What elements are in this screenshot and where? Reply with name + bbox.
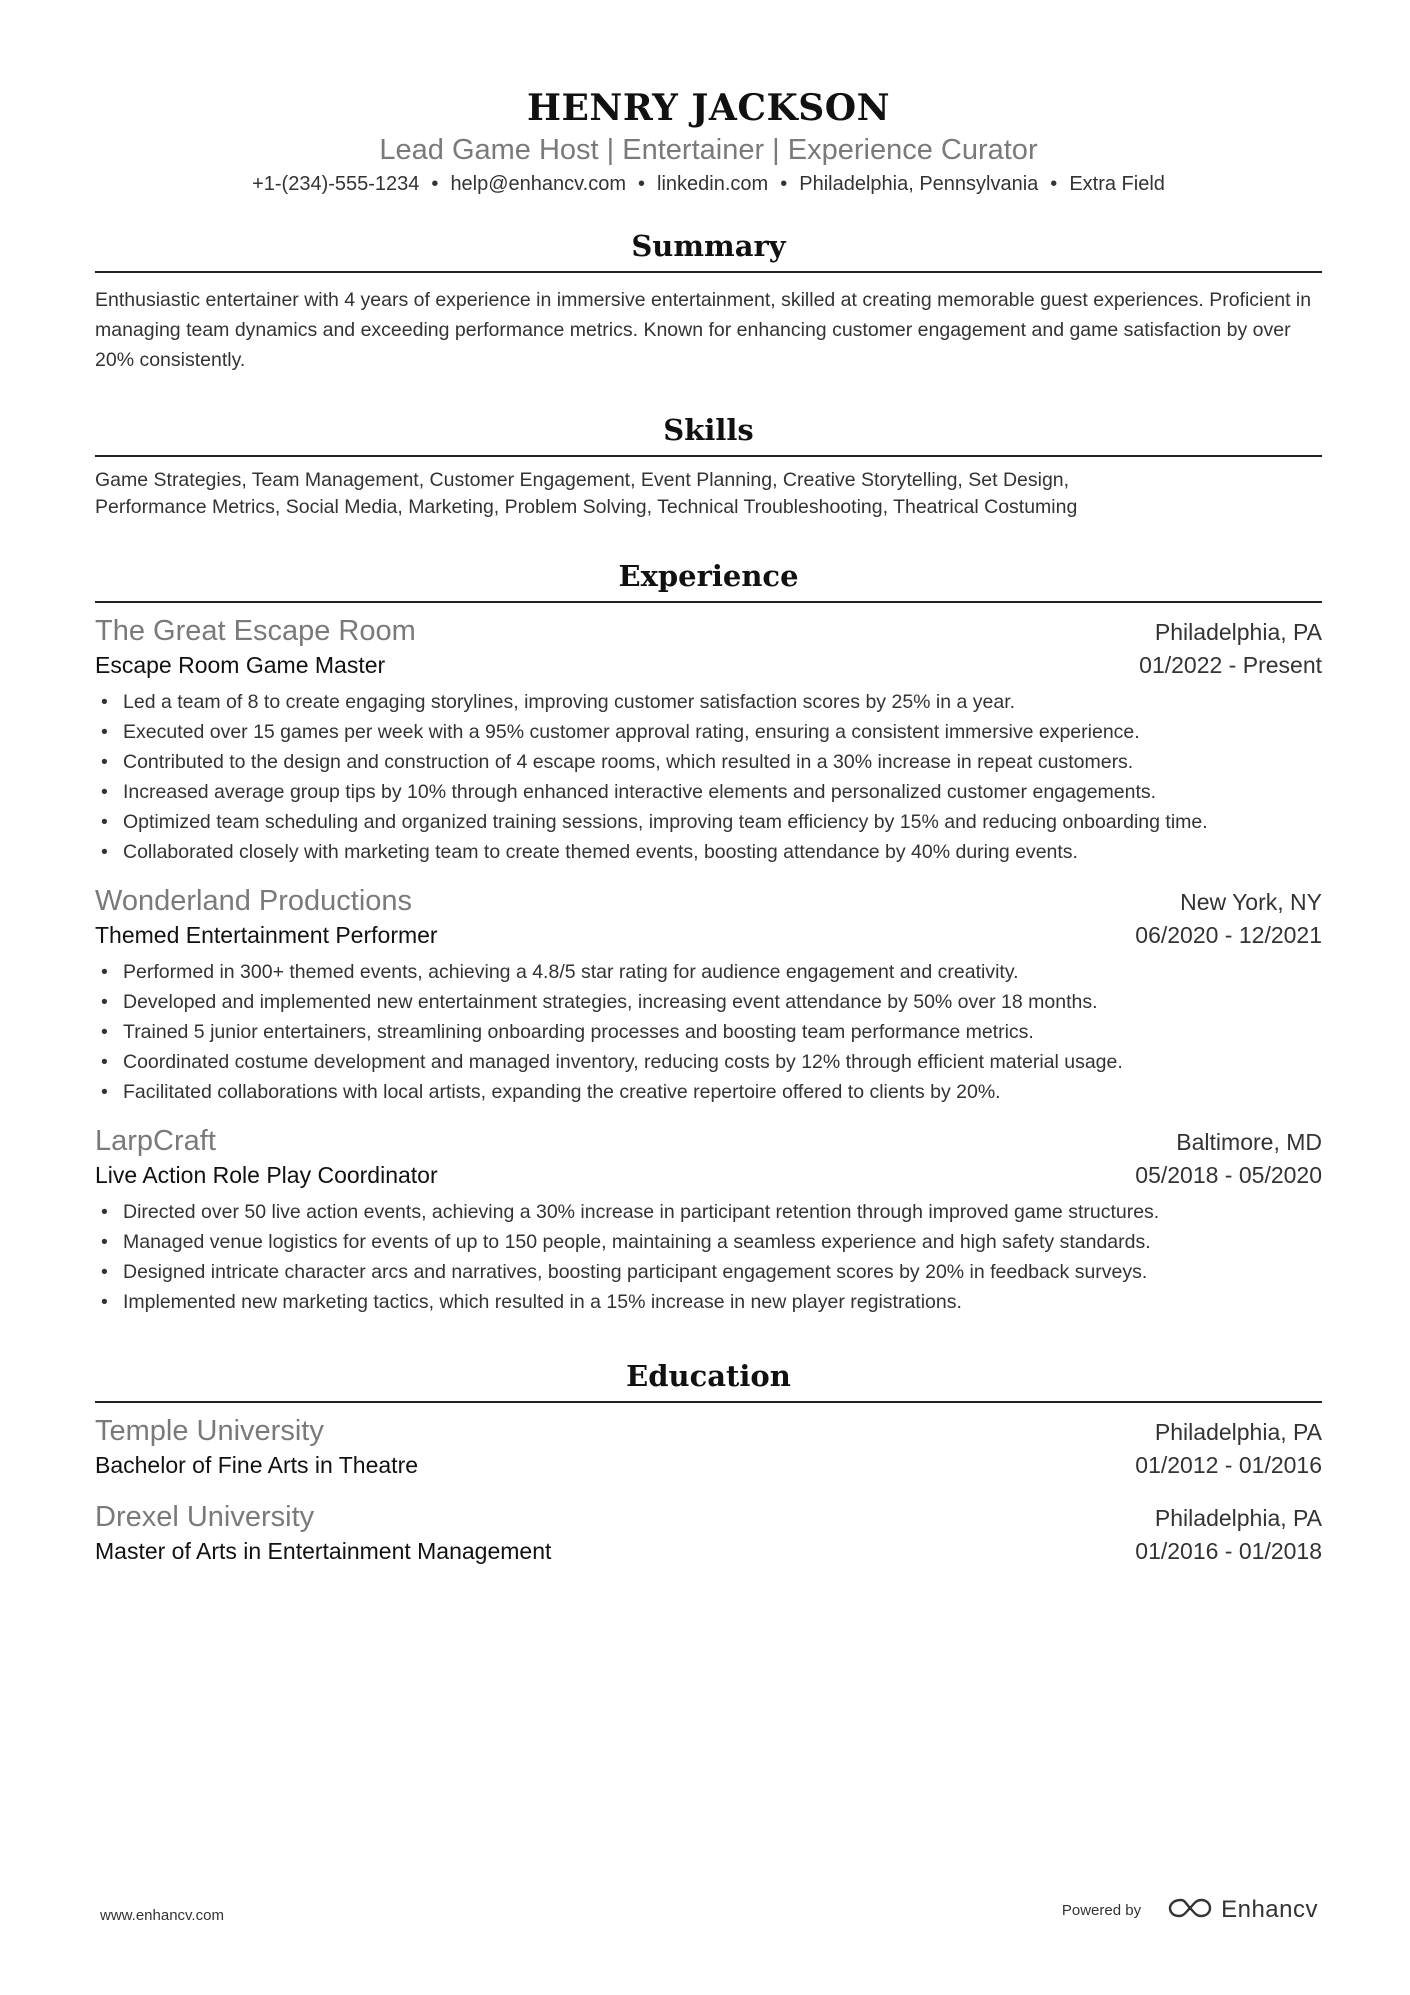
contact-separator: • [638, 173, 646, 195]
section-divider [95, 271, 1322, 273]
experience-entry [95, 613, 1322, 867]
footer-website-link[interactable]: www.enhancv.com [100, 1907, 224, 1924]
skills-list [95, 467, 1322, 521]
experience-entry [95, 1123, 1322, 1317]
job-bullets [95, 957, 1322, 1107]
resume-header [95, 0, 1322, 198]
company-name: The Great Escape Room [95, 615, 416, 647]
list-item: • Facilitated collaborations with local artists, expanding the creative repertoire offered to clients by 20%. [101, 1081, 1001, 1103]
list-item: • Contributed to the design and construction of 4 escape rooms, which resulted in a 30% increase in repeat customers. [101, 751, 1134, 773]
resume-page [95, 0, 1322, 1567]
powered-by-label: Powered by [1061, 1901, 1142, 1919]
section-divider [95, 455, 1322, 457]
list-item: • Trained 5 junior entertainers, streamlining onboarding processes and boosting team performance metrics. [101, 1021, 1034, 1043]
list-item: • Collaborated closely with marketing team to create themed events, boosting attendance by 40% during events. [101, 841, 1078, 863]
school-location: Philadelphia, PA [1154, 1505, 1322, 1531]
brand-name[interactable]: Enhancv [1221, 1896, 1318, 1923]
contact-extra-field: Extra Field [1069, 173, 1165, 195]
list-item: • Managed venue logistics for events of up to 150 people, maintaining a seamless experience and high safety standards. [101, 1231, 1151, 1253]
education-entry [95, 1499, 1322, 1567]
section-title-skills: Skills [663, 413, 754, 447]
list-item: • Developed and implemented new entertainment strategies, increasing event attendance by 50% over 18 months. [101, 991, 1098, 1013]
contact-email[interactable]: help@enhancv.com [450, 173, 627, 195]
list-item: • Performed in 300+ themed events, achieving a 4.8/5 star rating for audience engagement and creativity. [101, 961, 1019, 983]
school-name: Drexel University [95, 1501, 315, 1533]
degree-name: Master of Arts in Entertainment Management [95, 1538, 552, 1564]
skills-section [95, 411, 1322, 521]
job-dates: 05/2018 - 05/2020 [1135, 1162, 1322, 1188]
section-divider [95, 601, 1322, 603]
education-dates: 01/2012 - 01/2016 [1135, 1452, 1322, 1478]
footer-branding [1062, 1896, 1318, 1924]
contact-separator: • [780, 173, 788, 195]
candidate-tagline: Lead Game Host | Entertainer | Experience Curator [379, 134, 1038, 166]
contact-separator: • [1050, 173, 1058, 195]
job-location: New York, NY [1180, 889, 1322, 915]
skills-line: Performance Metrics, Social Media, Marketing, Problem Solving, Technical Troubleshooting, Theatrical Costuming [95, 496, 1078, 518]
job-dates: 06/2020 - 12/2021 [1135, 922, 1322, 948]
education-section [95, 1357, 1322, 1567]
contact-linkedin[interactable]: linkedin.com [657, 173, 769, 195]
experience-section [95, 557, 1322, 1317]
contact-location: Philadelphia, Pennsylvania [799, 173, 1039, 195]
job-bullets [95, 687, 1322, 867]
list-item: • Led a team of 8 to create engaging storylines, improving customer satisfaction scores by 25% in a year. [101, 691, 1016, 713]
school-location: Philadelphia, PA [1154, 1419, 1322, 1445]
list-item: • Implemented new marketing tactics, which resulted in a 15% increase in new player registrations. [101, 1291, 962, 1313]
list-item: • Directed over 50 live action events, achieving a 30% increase in participant retention through improved game structures. [101, 1201, 1160, 1223]
experience-entry [95, 883, 1322, 1107]
section-divider [95, 1401, 1322, 1403]
list-item: • Coordinated costume development and managed inventory, reducing costs by 12% through efficient material usage. [101, 1051, 1123, 1073]
list-item: • Executed over 15 games per week with a 95% customer approval rating, ensuring a consistent immersive experience. [101, 721, 1140, 743]
job-title: Live Action Role Play Coordinator [95, 1162, 438, 1188]
section-title-summary: Summary [631, 229, 786, 263]
contact-line [95, 170, 1322, 198]
school-name: Temple University [95, 1415, 324, 1447]
section-title-education: Education [626, 1359, 791, 1393]
summary-section [95, 227, 1322, 375]
skills-line: Game Strategies, Team Management, Customer Engagement, Event Planning, Creative Storytelling, Set Design, [95, 469, 1070, 491]
education-entry [95, 1413, 1322, 1481]
list-item: • Optimized team scheduling and organized training sessions, improving team efficiency by 15% and reducing onboarding time. [101, 811, 1208, 833]
contact-phone[interactable]: +1-(234)-555-1234 [252, 173, 420, 195]
section-title-experience: Experience [618, 559, 799, 593]
company-name: LarpCraft [95, 1125, 216, 1157]
job-bullets [95, 1197, 1322, 1317]
education-dates: 01/2016 - 01/2018 [1135, 1538, 1322, 1564]
job-dates: 01/2022 - Present [1139, 652, 1322, 678]
job-title: Escape Room Game Master [95, 652, 386, 678]
list-item: • Designed intricate character arcs and narratives, boosting participant engagement scores by 20% in feedback surveys. [101, 1261, 1148, 1283]
contact-separator: • [431, 173, 439, 195]
job-title: Themed Entertainment Performer [95, 922, 438, 948]
list-item: • Increased average group tips by 10% through enhanced interactive elements and personalized customer engagements. [101, 781, 1157, 803]
job-location: Philadelphia, PA [1154, 619, 1322, 645]
company-name: Wonderland Productions [95, 885, 413, 917]
summary-text: Enthusiastic entertainer with 4 years of experience in immersive entertainment, skilled at creating memorable guest experiences. Proficient in managing team dynamics and exceeding performance metrics. Known for enhancing customer engagement and game satisfaction by over 20% consistently. [95, 289, 1312, 371]
candidate-name: HENRY JACKSON [526, 87, 891, 129]
enhancv-logo-icon [1167, 1897, 1213, 1924]
degree-name: Bachelor of Fine Arts in Theatre [95, 1452, 419, 1478]
job-location: Baltimore, MD [1176, 1129, 1322, 1155]
